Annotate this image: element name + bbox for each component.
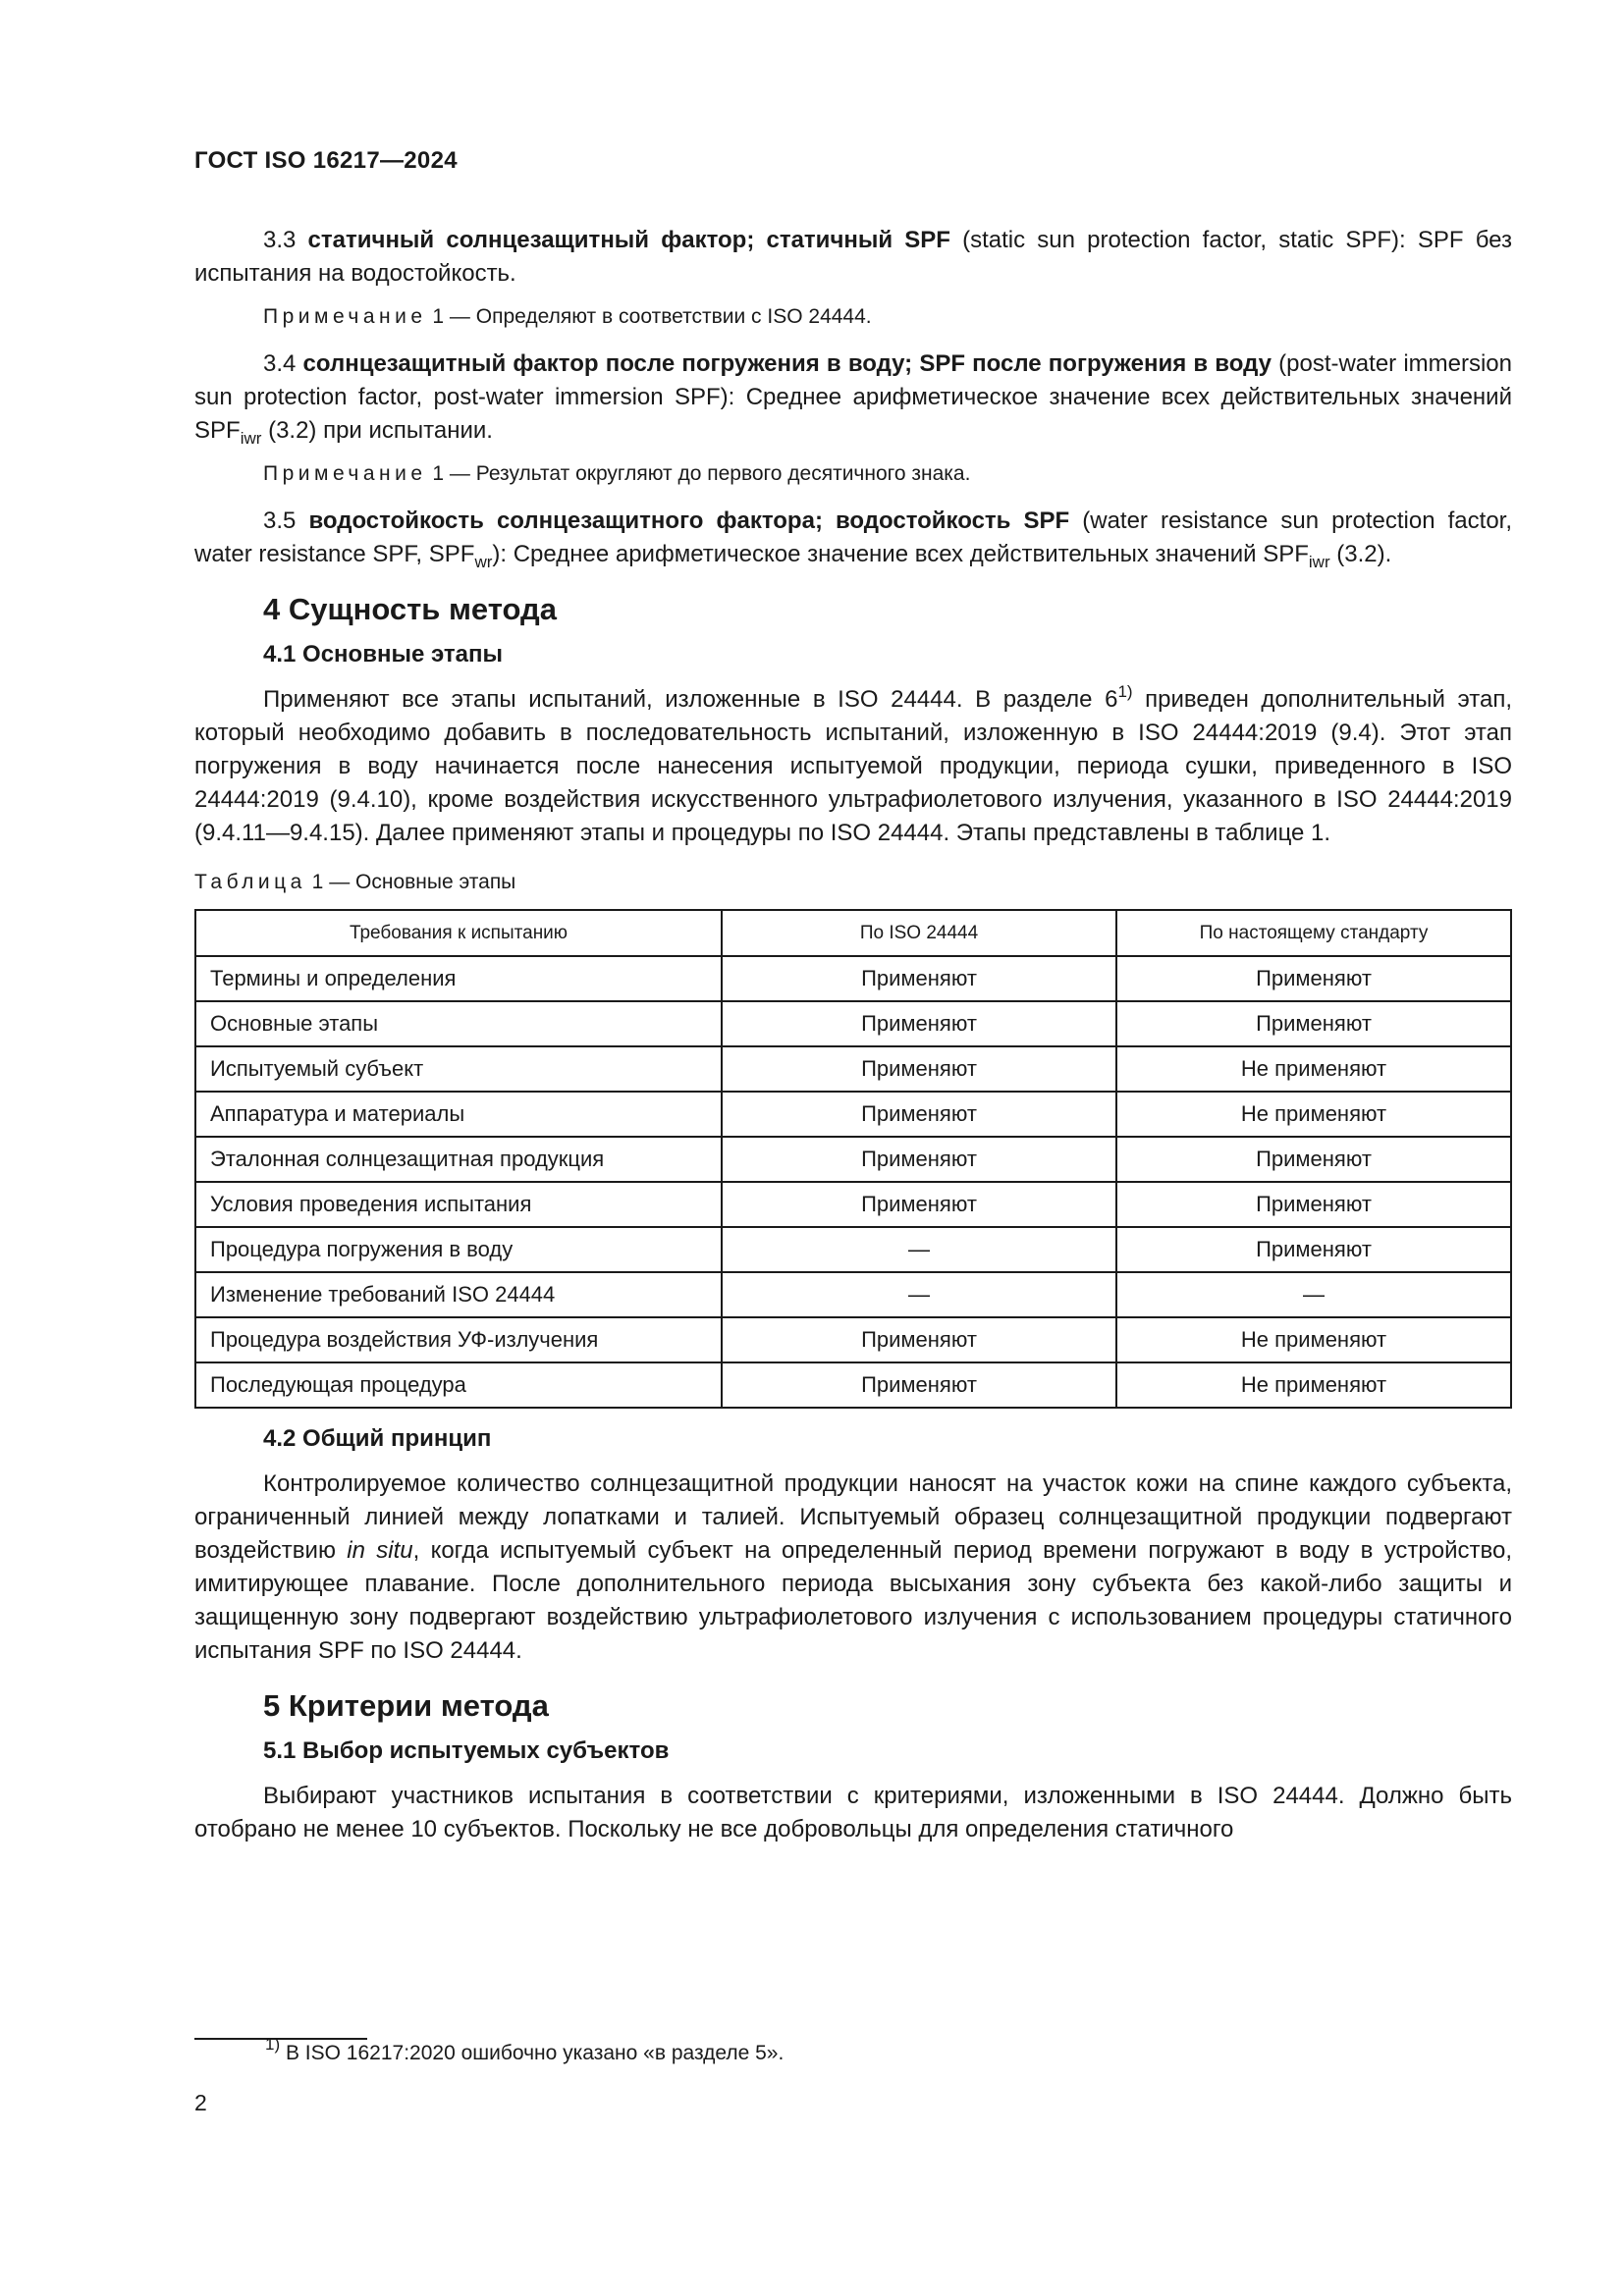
table-cell: Применяют bbox=[722, 1182, 1116, 1227]
table-cell: Применяют bbox=[722, 1092, 1116, 1137]
table-cell: Последующая процедура bbox=[195, 1362, 722, 1408]
table-row bbox=[195, 1317, 1511, 1362]
section-4-1-text: Применяют все этапы испытаний, изложенные в ISO 24444. В разделе 6$^{1)}$ приведен дополнительный этап, который необходимо добавить в последовательность испытаний, изложенную в ISO 24444:2019 (9.4). Этот этап погружения в воду начинается после нанесения испытуемой продукции, периода сушки, приведенного в ISO 24444:2019 (9.4.10), кроме воздействия искусственного ультрафиолетового излучения, указанного в ISO 24444:2019 (9.4.11—9.4.15). Далее применяют этапы и процедуры по ISO 24444. Этапы представлены в таблице 1. bbox=[194, 682, 1512, 846]
table-cell: Применяют bbox=[1116, 956, 1511, 1001]
table-cell: Применяют bbox=[722, 1137, 1116, 1182]
clause-3-4: 3.4 солнцезащитный фактор после погружения в воду; SPF после погружения в воду (post-water immersion sun protection factor, post-water immersion SPF): Среднее арифметическое значение всех действительных значений $SPF_{iwr}$ (3.2) при испытании. bbox=[194, 350, 1513, 448]
table-cell: Применяют bbox=[1116, 1227, 1511, 1272]
table-cell: Не применяют bbox=[1116, 1317, 1511, 1362]
table-cell: Термины и определения bbox=[195, 956, 722, 1001]
table-row bbox=[195, 1272, 1511, 1317]
table-cell: Не применяют bbox=[1116, 1362, 1511, 1408]
table-caption: Таблица 1 — Основные этапы bbox=[194, 871, 516, 893]
table-cell: Аппаратура и материалы bbox=[195, 1092, 722, 1137]
table-row bbox=[195, 1182, 1511, 1227]
page-number: 2 bbox=[194, 2090, 207, 2115]
term-3-4: солнцезащитный фактор после погружения в воду; SPF после погружения в воду bbox=[302, 350, 1272, 377]
table-row bbox=[195, 1092, 1511, 1137]
footnote-divider bbox=[194, 2038, 367, 2040]
table-cell: Эталонная солнцезащитная продукция bbox=[195, 1137, 722, 1182]
note-3-3: Примечание 1 — Определяют в соответствии с ISO 24444. bbox=[263, 305, 872, 328]
section-4-heading: 4 Сущность метода bbox=[263, 592, 557, 626]
table-cell: Применяют bbox=[722, 1046, 1116, 1092]
table-cell: Применяют bbox=[1116, 1182, 1511, 1227]
table-cell: Процедура воздействия УФ-излучения bbox=[195, 1317, 722, 1362]
footnote-ref: 1) bbox=[1117, 682, 1133, 701]
table-cell: Условия проведения испытания bbox=[195, 1182, 722, 1227]
table-row bbox=[195, 1227, 1511, 1272]
section-4-2-heading: 4.2 Общий принцип bbox=[263, 1425, 492, 1452]
section-4-2-text: Контролируемое количество солнцезащитной продукции наносят на участок кожи на спине каждого субъекта, ограниченный линией между лопатками и талией. Испытуемый образец солнцезащитной продукции подвергают воздействию in situ, когда испытуемый субъект на определенный период времени погружают в воду в устройство, имитирующее плавание. После дополнительного периода высыхания зону субъекта без какой-либо защиты и защищенную зону подвергают воздействию ультрафиолетового излучения с использованием процедуры статичного испытания SPF по ISO 24444. bbox=[194, 1470, 1513, 1664]
term-3-5: водостойкость солнцезащитного фактора; водостойкость SPF bbox=[308, 507, 1070, 534]
table-cell: Применяют bbox=[722, 1317, 1116, 1362]
term-3-3: статичный солнцезащитный фактор; статичный SPF bbox=[307, 227, 950, 253]
table-cell: Применяют bbox=[722, 1001, 1116, 1046]
table-cell: Применяют bbox=[722, 1362, 1116, 1408]
column-header: Требования к испытанию bbox=[195, 910, 722, 956]
table-cell: — bbox=[722, 1272, 1116, 1317]
table-cell: Применяют bbox=[1116, 1137, 1511, 1182]
column-header: По ISO 24444 bbox=[722, 910, 1116, 956]
stages-table bbox=[194, 909, 1512, 1409]
table-cell: Испытуемый субъект bbox=[195, 1046, 722, 1092]
clause-3-3: 3.3 статичный солнцезащитный фактор; статичный SPF (static sun protection factor, static SPF): SPF без испытания на водостойкость. bbox=[194, 227, 1513, 287]
table-cell: — bbox=[722, 1227, 1116, 1272]
table-row bbox=[195, 956, 1511, 1001]
table-header-row bbox=[195, 910, 1511, 956]
table-row bbox=[195, 1362, 1511, 1408]
section-5-1-heading: 5.1 Выбор испытуемых субъектов bbox=[263, 1737, 670, 1764]
table-cell: — bbox=[1116, 1272, 1511, 1317]
section-5-heading: 5 Критерии метода bbox=[263, 1688, 549, 1723]
section-4-1-heading: 4.1 Основные этапы bbox=[263, 641, 503, 667]
document-id: ГОСТ ISO 16217—2024 bbox=[194, 147, 458, 174]
column-header: По настоящему стандарту bbox=[1116, 910, 1511, 956]
footnote: $^{1)}$ В ISO 16217:2020 ошибочно указано «в разделе 5». bbox=[265, 2035, 785, 2064]
table-row bbox=[195, 1046, 1511, 1092]
table-cell: Применяют bbox=[1116, 1001, 1511, 1046]
note-3-4: Примечание 1 — Результат округляют до первого десятичного знака. bbox=[263, 462, 971, 485]
table-cell: Основные этапы bbox=[195, 1001, 722, 1046]
section-5-1-text: Выбирают участников испытания в соответствии с критериями, изложенными в ISO 24444. Должно быть отобрано не менее 10 субъектов. Поскольку не все добровольцы для определения статичного bbox=[194, 1783, 1512, 1842]
clause-3-5: 3.5 водостойкость солнцезащитного фактора; водостойкость SPF (water resistance sun protection factor, water resistance SPF, $SPF_{wr}$): Среднее арифметическое значение всех действительных значений $SPF_{iwr}$ (3.2). bbox=[194, 507, 1512, 571]
page-body bbox=[194, 224, 1512, 1856]
table-cell: Применяют bbox=[722, 956, 1116, 1001]
table-cell: Изменение требований ISO 24444 bbox=[195, 1272, 722, 1317]
table-row bbox=[195, 1137, 1511, 1182]
table-row bbox=[195, 1001, 1511, 1046]
table-cell: Процедура погружения в воду bbox=[195, 1227, 722, 1272]
table-cell: Не применяют bbox=[1116, 1092, 1511, 1137]
table-cell: Не применяют bbox=[1116, 1046, 1511, 1092]
